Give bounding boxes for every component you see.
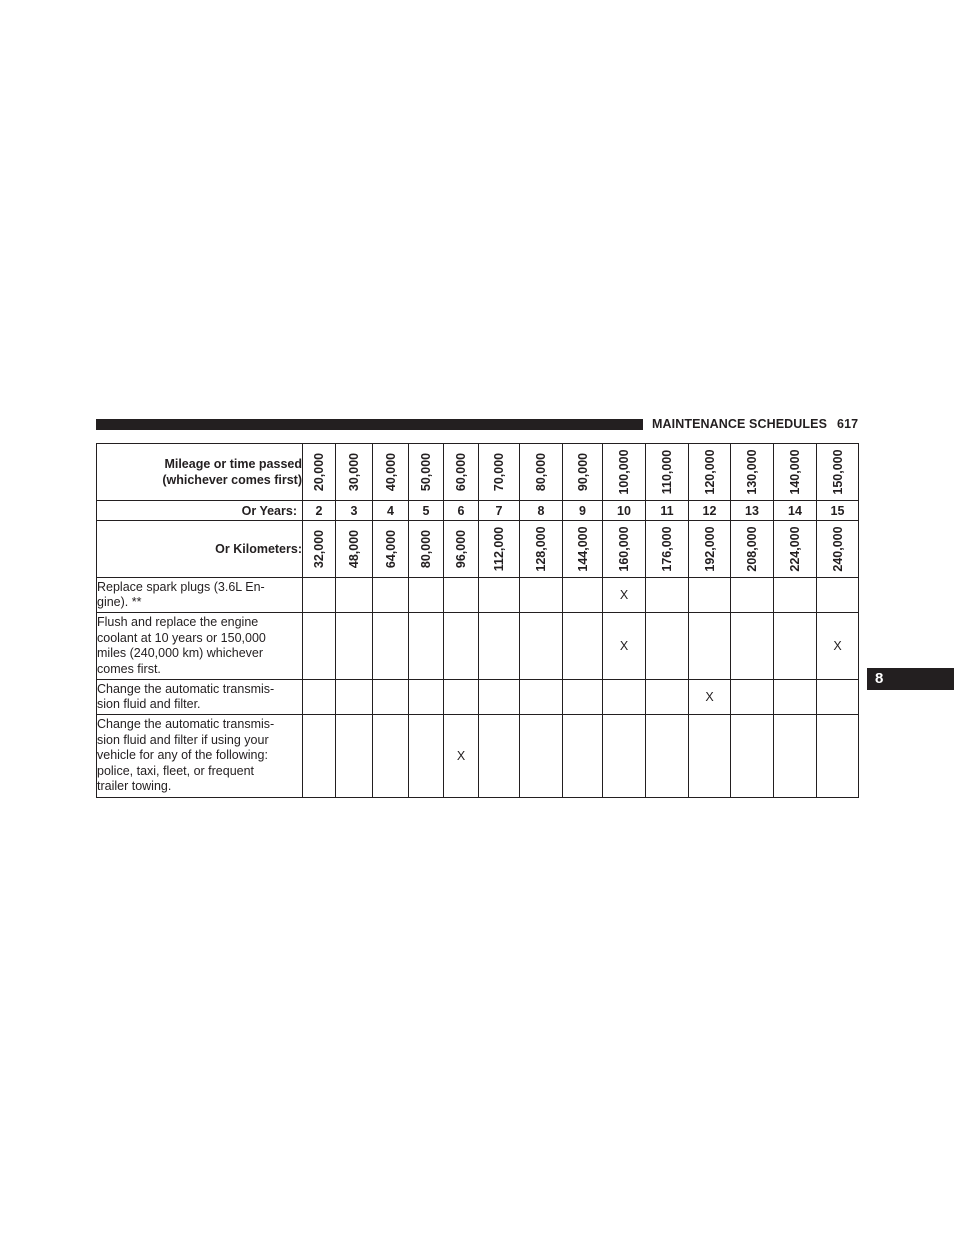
service-mark [774, 578, 817, 613]
service-mark [336, 715, 373, 798]
mileage-value: 90,000 [575, 452, 590, 492]
year-cell: 13 [731, 501, 774, 521]
service-mark: X [603, 578, 646, 613]
service-mark [409, 578, 444, 613]
service-mark [563, 578, 603, 613]
service-mark [409, 680, 444, 715]
year-cell: 10 [603, 501, 646, 521]
service-mark [646, 680, 689, 715]
page-number: 617 [837, 417, 859, 431]
year-cell: 6 [444, 501, 479, 521]
service-mark [336, 578, 373, 613]
mileage-cell [817, 444, 859, 501]
service-mark [817, 578, 859, 613]
service-mark [731, 680, 774, 715]
year-cell: 8 [520, 501, 563, 521]
service-mark: X [603, 613, 646, 680]
service-mark [731, 578, 774, 613]
mileage-cell [409, 444, 444, 501]
service-mark [731, 613, 774, 680]
kilometers-cell [817, 521, 859, 578]
year-cell: 7 [479, 501, 520, 521]
service-mark: X [689, 680, 731, 715]
mileage-cell [444, 444, 479, 501]
service-mark [646, 613, 689, 680]
running-header [652, 417, 858, 431]
service-mark [520, 578, 563, 613]
kilometers-cell [731, 521, 774, 578]
service-mark [373, 680, 409, 715]
service-mark [689, 578, 731, 613]
mileage-cell [479, 444, 520, 501]
kilometers-value: 224,000 [788, 526, 802, 572]
task-row [97, 613, 859, 680]
service-mark [520, 613, 563, 680]
kilometers-cell [774, 521, 817, 578]
service-mark [479, 680, 520, 715]
service-mark [303, 613, 336, 680]
task-description: Flush and replace the engine coolant at 10 years or 150,000 miles (240,000 km) whichever comes first. [97, 613, 303, 680]
kilometers-cell [646, 521, 689, 578]
service-mark [774, 680, 817, 715]
mileage-cell [520, 444, 563, 501]
header-rule [96, 419, 643, 430]
service-mark [563, 613, 603, 680]
kilometers-cell [520, 521, 563, 578]
service-mark [646, 715, 689, 798]
service-mark [774, 613, 817, 680]
kilometers-value: 144,000 [575, 526, 590, 572]
kilometers-value: 32,000 [312, 529, 326, 569]
kilometers-cell [373, 521, 409, 578]
service-mark [444, 613, 479, 680]
mileage-value: 30,000 [347, 452, 361, 492]
year-cell: 4 [373, 501, 409, 521]
kilometers-cell [303, 521, 336, 578]
mileage-label-line1: Mileage or time passed [164, 457, 302, 471]
service-mark: X [444, 715, 479, 798]
service-mark [646, 578, 689, 613]
mileage-row [97, 444, 859, 501]
year-cell: 3 [336, 501, 373, 521]
mileage-value: 50,000 [419, 452, 433, 492]
kilometers-label: Or Kilometers: [97, 521, 303, 578]
year-cell: 5 [409, 501, 444, 521]
kilometers-value: 48,000 [347, 529, 361, 569]
service-mark [303, 715, 336, 798]
kilometers-value: 192,000 [702, 526, 717, 572]
task-description: Change the automatic transmis- sion fluid and filter if using your vehicle for any of the following: police, taxi, fleet, or frequent trailer towing. [97, 715, 303, 798]
service-mark [336, 680, 373, 715]
service-mark [303, 680, 336, 715]
year-cell: 11 [646, 501, 689, 521]
mileage-label [97, 444, 303, 501]
kilometers-cell [603, 521, 646, 578]
service-mark [479, 715, 520, 798]
kilometers-cell [479, 521, 520, 578]
kilometers-value: 160,000 [617, 526, 631, 572]
kilometers-value: 240,000 [830, 526, 845, 572]
mileage-cell [689, 444, 731, 501]
mileage-value: 20,000 [312, 452, 326, 492]
kilometers-value: 176,000 [660, 526, 674, 572]
service-mark [336, 613, 373, 680]
service-mark [520, 715, 563, 798]
task-row [97, 715, 859, 798]
service-mark [563, 715, 603, 798]
service-mark [303, 578, 336, 613]
service-mark [817, 680, 859, 715]
service-mark [409, 613, 444, 680]
service-mark [774, 715, 817, 798]
service-mark [520, 680, 563, 715]
service-mark [689, 613, 731, 680]
mileage-cell [563, 444, 603, 501]
service-mark [373, 578, 409, 613]
mileage-cell [731, 444, 774, 501]
task-row [97, 578, 859, 613]
year-cell: 9 [563, 501, 603, 521]
mileage-value: 80,000 [534, 452, 548, 492]
years-row [97, 501, 859, 521]
service-mark [409, 715, 444, 798]
maintenance-schedule-table [96, 443, 859, 798]
service-mark [817, 715, 859, 798]
mileage-value: 140,000 [788, 449, 802, 495]
mileage-cell [336, 444, 373, 501]
kilometers-cell [444, 521, 479, 578]
mileage-cell [646, 444, 689, 501]
kilometers-row [97, 521, 859, 578]
section-title: MAINTENANCE SCHEDULES [652, 417, 828, 431]
kilometers-cell [409, 521, 444, 578]
task-description: Replace spark plugs (3.6L En- gine). ** [97, 578, 303, 613]
service-mark [603, 715, 646, 798]
service-mark [479, 613, 520, 680]
kilometers-value: 64,000 [383, 529, 398, 569]
kilometers-cell [336, 521, 373, 578]
mileage-label-line2: (whichever comes first) [162, 473, 302, 487]
year-cell: 14 [774, 501, 817, 521]
mileage-cell [603, 444, 646, 501]
task-description: Change the automatic transmis- sion fluid and filter. [97, 680, 303, 715]
mileage-value: 130,000 [745, 449, 759, 495]
kilometers-value: 80,000 [419, 529, 433, 569]
year-cell: 12 [689, 501, 731, 521]
service-mark [563, 680, 603, 715]
service-mark [731, 715, 774, 798]
kilometers-cell [689, 521, 731, 578]
service-mark [373, 613, 409, 680]
service-mark: X [817, 613, 859, 680]
mileage-value: 40,000 [383, 452, 398, 492]
kilometers-value: 112,000 [492, 526, 506, 572]
service-mark [689, 715, 731, 798]
chapter-tab[interactable]: 8 [867, 668, 954, 690]
mileage-cell [774, 444, 817, 501]
service-mark [444, 680, 479, 715]
kilometers-value: 208,000 [745, 526, 759, 572]
mileage-value: 60,000 [454, 452, 468, 492]
mileage-value: 120,000 [702, 449, 717, 495]
year-cell: 15 [817, 501, 859, 521]
task-row [97, 680, 859, 715]
mileage-cell [373, 444, 409, 501]
mileage-cell [303, 444, 336, 501]
mileage-value: 110,000 [660, 449, 674, 495]
service-mark [444, 578, 479, 613]
kilometers-value: 96,000 [454, 529, 468, 569]
mileage-value: 100,000 [617, 449, 631, 495]
mileage-value: 70,000 [492, 452, 506, 492]
year-cell: 2 [303, 501, 336, 521]
years-label: Or Years: [97, 501, 303, 521]
service-mark [373, 715, 409, 798]
kilometers-cell [563, 521, 603, 578]
service-mark [479, 578, 520, 613]
kilometers-value: 128,000 [534, 526, 548, 572]
service-mark [603, 680, 646, 715]
mileage-value: 150,000 [830, 449, 845, 495]
